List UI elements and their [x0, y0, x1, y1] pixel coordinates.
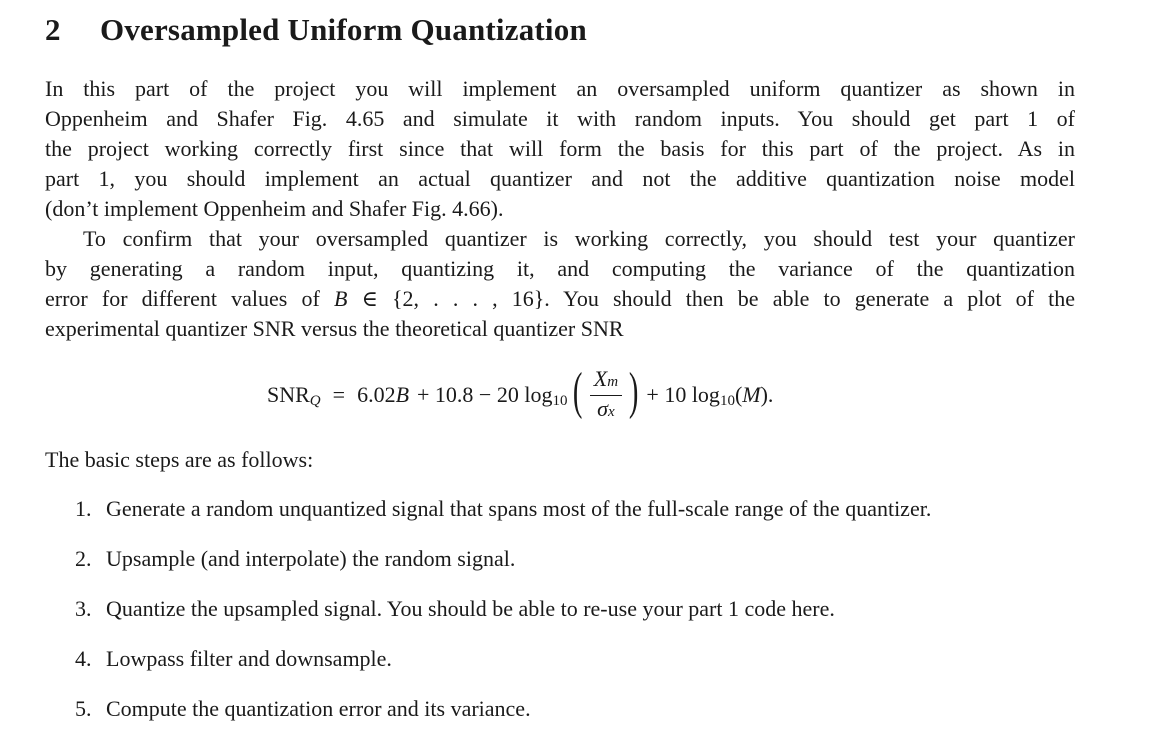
- list-item: [75, 544, 931, 594]
- test-paragraph: [45, 224, 1075, 344]
- eq-lhs: SNR: [267, 382, 310, 407]
- text-run: error for different values of: [45, 286, 334, 311]
- eq-numerator: [590, 367, 622, 396]
- eq-denominator: [593, 396, 619, 424]
- step-text: Upsample (and interpolate) the random signal.: [106, 546, 516, 571]
- eq-paren-close: ).: [760, 382, 774, 407]
- step-number: 2.: [75, 546, 92, 571]
- list-item: [75, 644, 931, 694]
- eq-denominator-var: σ: [597, 395, 609, 421]
- math-variable: B: [333, 286, 348, 311]
- section-number: 2: [45, 12, 61, 47]
- eq-log-base: 10: [719, 392, 735, 409]
- list-item: [75, 494, 931, 544]
- paragraph-line: by generating a random input, quantizing it, and computing the variance of the quantization: [45, 256, 1075, 281]
- paragraph-line: [45, 284, 1075, 314]
- list-item: [75, 694, 931, 744]
- eq-variable-b: B: [395, 382, 410, 407]
- eq-equals: =: [332, 382, 346, 407]
- snr-equation: [267, 360, 773, 430]
- step-number: 5.: [75, 696, 92, 721]
- intro-paragraph: [45, 74, 1075, 224]
- paragraph-line: To confirm that your oversampled quantizer is working correctly, you should test your quantizer: [83, 226, 1075, 251]
- eq-denominator-sub: x: [608, 403, 615, 420]
- step-number: 4.: [75, 646, 92, 671]
- eq-paren-open: (: [734, 382, 743, 407]
- steps-intro: The basic steps are as follows:: [45, 447, 314, 472]
- step-number: 1.: [75, 496, 92, 521]
- text-run: You should then be able to generate a plot of the: [549, 286, 1075, 311]
- eq-coefficient: 6.02: [357, 382, 396, 407]
- eq-variable-m: M: [742, 382, 761, 407]
- paragraph-line: In this part of the project you will implement an oversampled uniform quantizer as shown in: [45, 76, 1075, 101]
- paragraph-line: Oppenheim and Shafer Fig. 4.65 and simulate it with random inputs. You should get part 1 of: [45, 106, 1075, 131]
- step-text: Compute the quantization error and its variance.: [106, 696, 531, 721]
- step-number: 3.: [75, 596, 92, 621]
- eq-numerator-sub: m: [607, 373, 619, 390]
- eq-term: + 10.8 − 20 log: [417, 382, 553, 407]
- paragraph-line: (don’t implement Oppenheim and Shafer Fig. 4.66).: [45, 196, 504, 221]
- step-text: Lowpass filter and downsample.: [106, 646, 392, 671]
- eq-right-paren: ): [628, 363, 639, 420]
- paragraph-line: experimental quantizer SNR versus the theoretical quantizer SNR: [45, 316, 624, 341]
- step-text: Quantize the upsampled signal. You should be able to re-use your part 1 code here.: [106, 596, 835, 621]
- steps-list: [75, 494, 931, 744]
- eq-fraction: [590, 367, 622, 424]
- eq-left-paren: (: [573, 363, 583, 420]
- paragraph-line: the project working correctly first since that will form the basis for this part of the project. As in: [45, 136, 1075, 161]
- step-text: Generate a random unquantized signal that spans most of the full-scale range of the quantizer.: [106, 496, 932, 521]
- section-title: Oversampled Uniform Quantization: [100, 12, 587, 47]
- eq-numerator-var: X: [593, 365, 608, 391]
- eq-lhs-subscript: Q: [309, 392, 321, 409]
- paragraph-line: part 1, you should implement an actual quantizer and not the additive quantization noise model: [45, 166, 1075, 191]
- list-item: [75, 594, 931, 644]
- math-set: ∈ {2, . . . , 16}.: [347, 286, 550, 311]
- eq-term: + 10 log: [646, 382, 720, 407]
- eq-log-base: 10: [552, 392, 568, 409]
- section-heading: [45, 12, 587, 48]
